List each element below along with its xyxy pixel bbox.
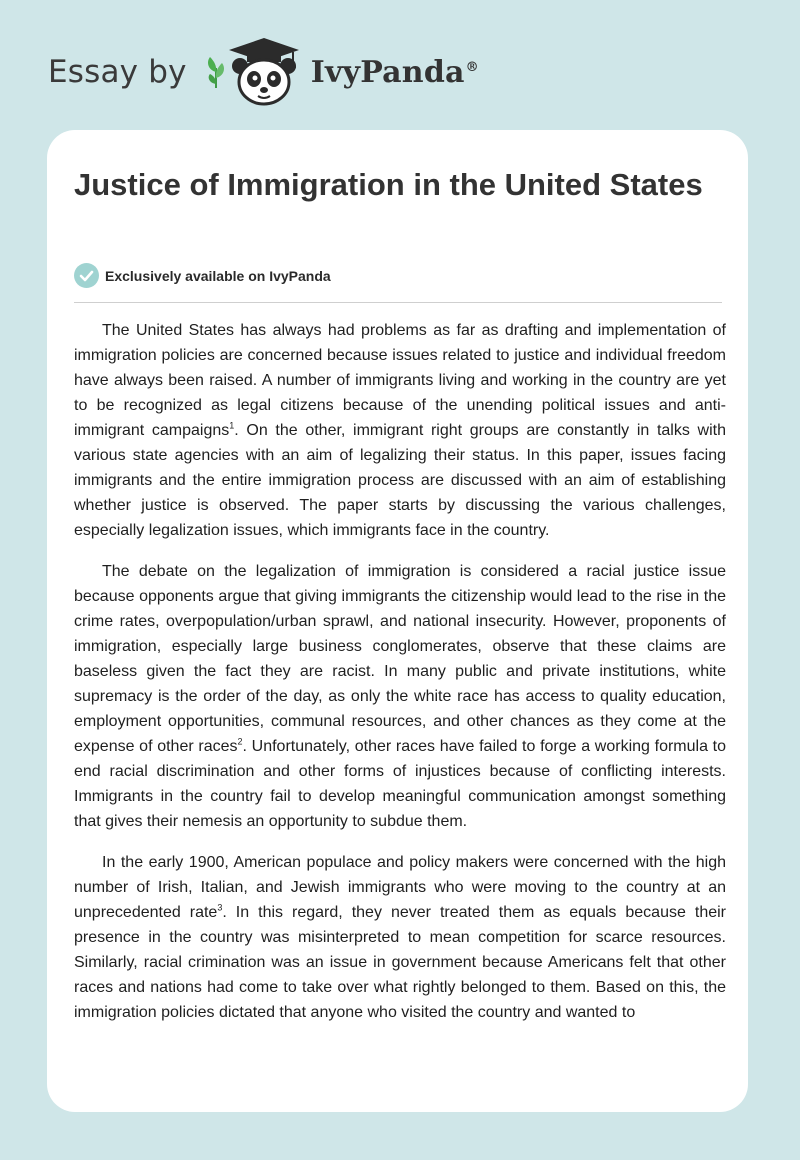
check-circle-icon [74, 263, 99, 288]
footnote-ref-1[interactable]: 1 [229, 420, 235, 431]
paragraph-3: In the early 1900, American populace and policy makers were concerned with the high number of Irish, Italian, and Jewish immigrants who were moving to the country at an unprecedented rate$^3$. In this regard, they never treated them as equals because their presence in the country was misinterpreted to mean competition for scarce resources. Similarly, racial crimination was an issue in government because Americans felt that other races and nations had come to take over what rightly belonged to them. Based on this, the immigration policies dictated that anyone who visited the country and wanted to [74, 854, 726, 1021]
essay-body [74, 318, 726, 1041]
paragraph-1: The United States has always had problems as far as drafting and implementation of immigration policies are concerned because issues related to justice and individual freedom have always been raised. A number of immigrants living and working in the country are yet to be recognized as legal citizens because of the unending political issues and anti-immigrant campaigns$^1$. On the other, immigrant right groups are constantly in talks with various state agencies with an aim of legalizing their status. In this paper, issues facing immigrants and the entire immigration process are discussed with an aim of establishing whether justice is observed. The paper starts by discussing the various challenges, especially legalization issues, which immigrants face in the country. [74, 322, 726, 539]
exclusive-badge-text: Exclusively available on IvyPanda [105, 267, 331, 284]
brand-prefix: Essay by [48, 54, 187, 90]
footnote-ref-3[interactable]: 3 [217, 902, 223, 913]
divider [74, 302, 722, 303]
panda-mascot-icon [223, 36, 305, 108]
brand-name: IvyPanda® [310, 54, 479, 90]
footnote-ref-2[interactable]: 2 [237, 736, 243, 747]
exclusive-badge [74, 263, 331, 288]
site-logo[interactable] [48, 36, 479, 108]
essay-card [47, 130, 748, 1112]
paragraph-2: The debate on the legalization of immigration is considered a racial justice issue because opponents argue that giving immigrants the citizenship would lead to the rise in the crime rates, overpopulation/urban sprawl, and national insecurity. However, proponents of immigration, especially large business conglomerates, observe that these claims are baseless given the fact they are racist. In many public and private institutions, white supremacy is the order of the day, as only the white race has access to quality education, employment opportunities, communal resources, and other chances as they come at the expense of other races$^2$. Unfortunately, other races have failed to forge a working formula to end racial discrimination and other forms of injustices because of conflicting interests. Immigrants in the country fail to develop meaningful communication amongst something that gives their nemesis an opportunity to subdue them. [74, 563, 727, 830]
essay-title: Justice of Immigration in the United States [74, 167, 703, 202]
